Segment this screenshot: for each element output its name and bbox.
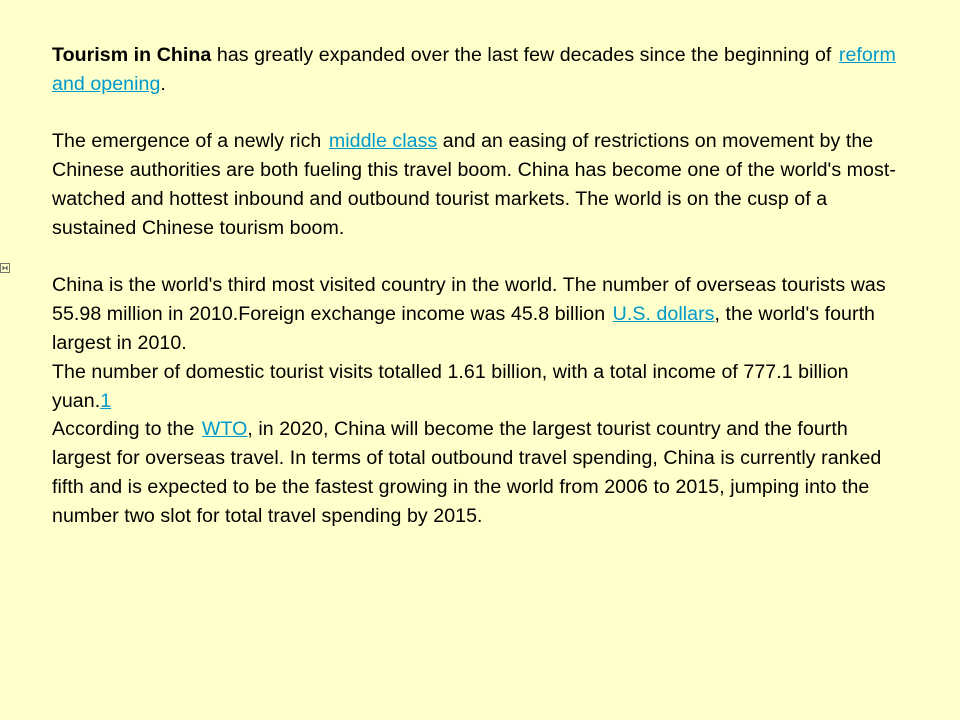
link-middle-class[interactable]: middle class	[328, 130, 438, 153]
paragraph-spacer	[52, 99, 912, 128]
link-footnote-1[interactable]: 1	[100, 389, 112, 412]
visitors-text-end: , the world's fourth largest in 2010.	[52, 303, 876, 354]
paragraph-visitors	[52, 271, 912, 357]
link-wto[interactable]: WTO	[201, 418, 248, 441]
paragraph-spacer	[52, 243, 912, 272]
visitors-text-start: China is the world's third most visited country in the world. The number of overseas tourists was 55.98 million in 2010.Foreign exchange income was 45.8 billion	[52, 274, 886, 326]
paragraph-wto	[52, 415, 912, 530]
paragraph-middle-class	[52, 127, 912, 242]
paragraph-domestic	[52, 358, 912, 416]
wto-text-end: , in 2020, China will become the largest tourist country and the fourth largest for overseas travel. In terms of total outbound travel spending, China is currently ranked fifth and is expected to be the fastest growing in the world from 2006 to 2015, jumping into the number two slot for total travel spending by 2015.	[52, 418, 882, 527]
middle-class-text-start: The emergence of a newly rich	[52, 130, 322, 153]
link-us-dollars[interactable]: U.S. dollars	[612, 303, 715, 326]
domestic-text: The number of domestic tourist visits totalled 1.61 billion, with a total income of 777.1 billion yuan.	[52, 360, 849, 412]
link-reform-and-opening[interactable]: reform and opening	[52, 44, 896, 95]
paragraph-tourism-intro	[52, 41, 912, 99]
intro-text: has greatly expanded over the last few decades since the beginning of	[211, 44, 832, 66]
slide-nav-icon[interactable]	[0, 260, 10, 270]
slide-nav-icon-graphic	[0, 263, 10, 273]
bold-title: Tourism in China	[52, 44, 212, 66]
middle-class-text-end: and an easing of restrictions on movement by the Chinese authorities are both fueling this travel boom. China has become one of the world's most-watched and hottest inbound and outbound tourist markets. The world is on the cusp of a sustained Chinese tourism boom.	[52, 130, 896, 239]
wto-text-start: According to the	[52, 418, 195, 441]
body-text	[52, 41, 912, 531]
intro-text-end: .	[160, 72, 166, 95]
